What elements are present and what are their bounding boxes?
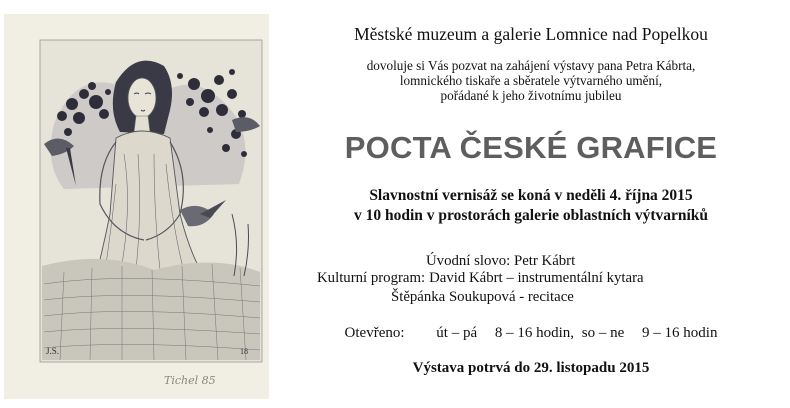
artist-signature: Tichel 85: [164, 374, 216, 387]
artwork-initials: J.S.: [46, 346, 60, 356]
invitation-text: [272, 0, 790, 408]
intro-speaker: Petr Kábrt: [513, 253, 576, 269]
closing-date: Výstava potrvá do 29. listopadu 2015: [412, 360, 650, 376]
opening-label: Otevřeno:: [344, 325, 405, 341]
opening-days-weekday: út – pá: [436, 325, 478, 341]
invitation-line: dovoluje si Vás pozvat na zahájení výstavy pana Petra Kábrta,: [366, 58, 696, 73]
opening-days-weekend: so – ne: [581, 325, 625, 341]
exhibition-title: POCTA ČESKÉ GRAFICE: [344, 130, 718, 165]
etching-image: [4, 14, 269, 399]
museum-title: Městské muzeum a galerie Lomnice nad Popelkou: [354, 24, 708, 44]
opening-hours-weekend: 9 – 16 hodin: [642, 325, 718, 341]
intro-label: Úvodní slovo:: [426, 253, 511, 269]
vernissage-line: Slavnostní vernisáž se koná v neděli 4. října 2015: [369, 187, 693, 204]
culture-performer-1: David Kábrt – instrumentální kytara: [429, 270, 644, 286]
opening-hours-weekday: 8 – 16 hodin,: [494, 325, 575, 341]
opening-hours: [272, 325, 790, 342]
culture-performer-2: Štěpánka Soukupová - recitace: [391, 289, 574, 305]
culture-line: [317, 270, 644, 287]
culture-label: Kulturní program:: [317, 270, 426, 286]
vernissage-line: v 10 hodin v prostorách galerie oblastních výtvarníků: [353, 207, 709, 224]
invitation-line: pořádané k jeho životnímu jubileu: [440, 88, 622, 103]
etching-artwork: [4, 14, 269, 399]
artwork-plate-number: 18: [240, 347, 248, 356]
invitation-line: lomnického tiskaře a sběratele výtvarného umění,: [399, 73, 663, 88]
intro-line: [426, 253, 575, 270]
